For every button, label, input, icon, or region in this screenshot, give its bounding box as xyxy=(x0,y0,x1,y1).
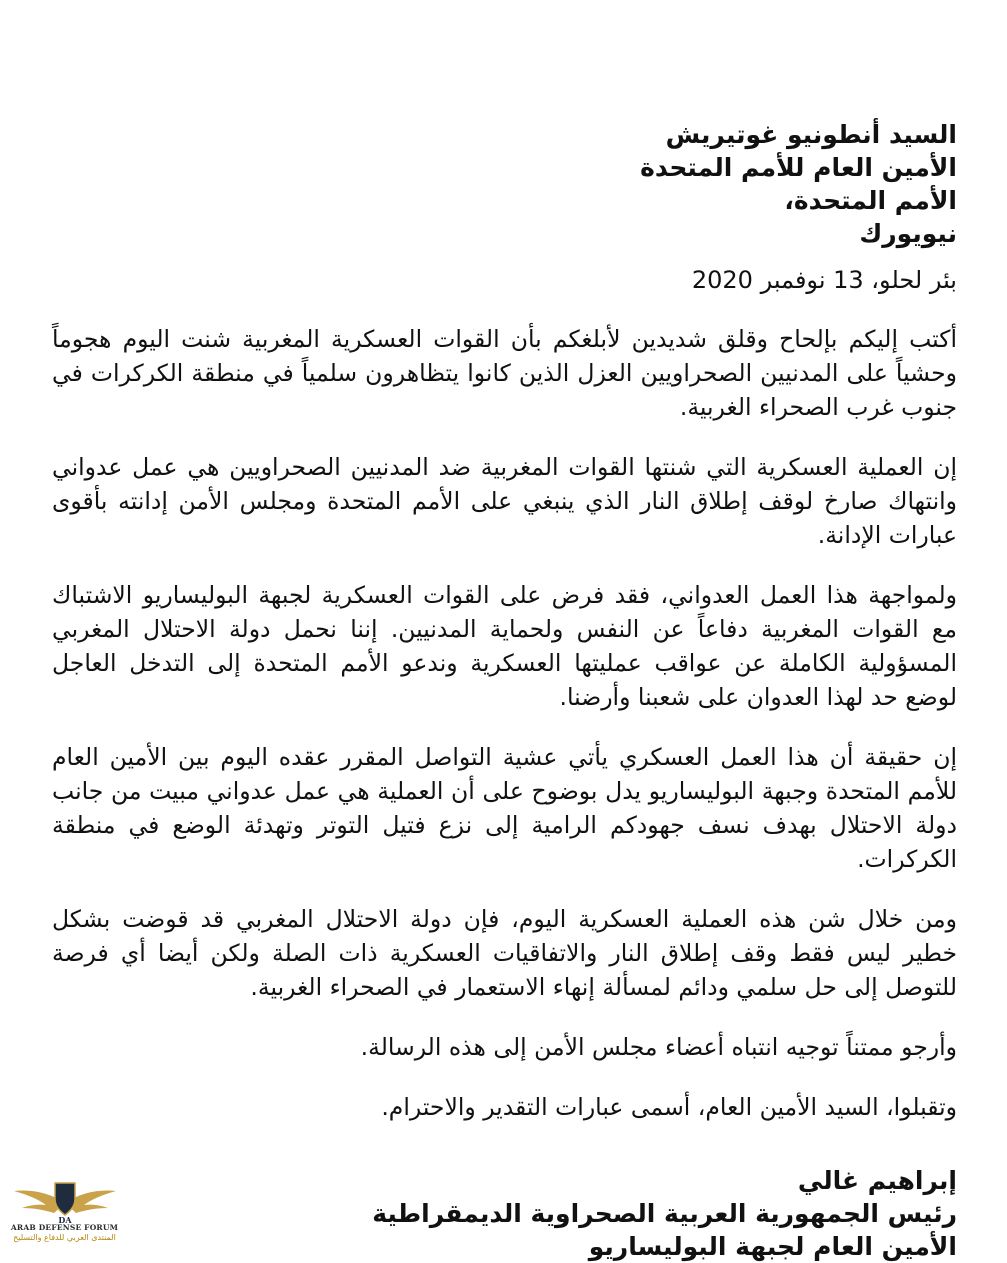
recipient-org: الأمم المتحدة، xyxy=(784,186,957,215)
recipient-title: الأمين العام للأمم المتحدة xyxy=(640,153,957,182)
forum-watermark xyxy=(2,1175,127,1255)
recipient-city: نيويورك xyxy=(859,219,957,248)
paragraph-3: ولمواجهة هذا العمل العدواني، فقد فرض على القوات العسكرية لجبهة البوليساريو الاشتباك مع القوات المغربية دفاعاً عن النفس ولحماية المدنيين. إننا نحمل دولة الاحتلال المغربي المسؤولية الكاملة عن عواقب عمليتها العسكرية وندعو الأمم المتحدة إلى التدخل العاجل لوضع حد لهذا العدوان على شعبنا وأرضنا. xyxy=(52,581,957,711)
signature-title-president: رئيس الجمهورية العربية الصحراوية الديمقراطية xyxy=(372,1199,957,1228)
recipient-block xyxy=(52,118,957,250)
letter-date: بئر لحلو، 13 نوفمبر 2020 xyxy=(691,266,957,294)
paragraph-5: ومن خلال شن هذه العملية العسكرية اليوم، فإن دولة الاحتلال المغربي قد قوضت بشكل خطير ليس فقط وقف إطلاق النار والاتفاقيات العسكرية ذات الصلة ولكن أيضا أي فرصة للتوصل إلى حل سلمي ودائم لمسألة إنهاء الاستعمار في الصحراء الغربية. xyxy=(52,905,957,1001)
request-line: وأرجو ممتناً توجيه انتباه أعضاء مجلس الأمن إلى هذه الرسالة. xyxy=(360,1033,957,1061)
winged-shield-logo-icon xyxy=(10,1175,120,1225)
logo-letters: DA xyxy=(57,1215,72,1225)
closing-line: وتقبلوا، السيد الأمين العام، أسمى عبارات التقدير والاحترام. xyxy=(381,1093,957,1121)
paragraph-4: إن حقيقة أن هذا العمل العسكري يأتي عشية التواصل المقرر عقده اليوم بين الأمين العام للأمم المتحدة وجبهة البوليساريو يدل بوضوح على أن العملية هي عمل عدواني مبيت من جانب دولة الاحتلال بهدف نسف جهودكم الرامية إلى نزع فتيل التوتر وتهدئة الوضع في منطقة الكركرات. xyxy=(52,743,957,873)
paragraph-2: إن العملية العسكرية التي شنتها القوات المغربية ضد المدنيين الصحراويين هي عمل عدواني وانتهاك صارخ لوقف إطلاق النار الذي ينبغي على الأمم المتحدة ومجلس الأمن إدانته بأقوى عبارات الإدانة. xyxy=(52,453,957,549)
signature-name: إبراهيم غالي xyxy=(797,1166,957,1195)
letter-body xyxy=(52,118,957,1263)
recipient-name: السيد أنطونيو غوتيريش xyxy=(665,120,957,149)
signature-title-secretary: الأمين العام لجبهة البوليساريو xyxy=(588,1232,957,1261)
signature-block xyxy=(52,1164,957,1263)
watermark-arabic: المنتدى العربي للدفاع والتسليح xyxy=(13,1233,116,1242)
watermark-english: ARAB DEFENSE FORUM xyxy=(10,1223,119,1232)
paragraph-1: أكتب إليكم بإلحاح وقلق شديدين لأبلغكم بأن القوات العسكرية المغربية شنت اليوم هجوماً وحشياً على المدنيين الصحراويين العزل الذين كانوا يتظاهرون سلمياً في منطقة الكركرات في جنوب غرب الصحراء الغربية. xyxy=(52,325,957,421)
